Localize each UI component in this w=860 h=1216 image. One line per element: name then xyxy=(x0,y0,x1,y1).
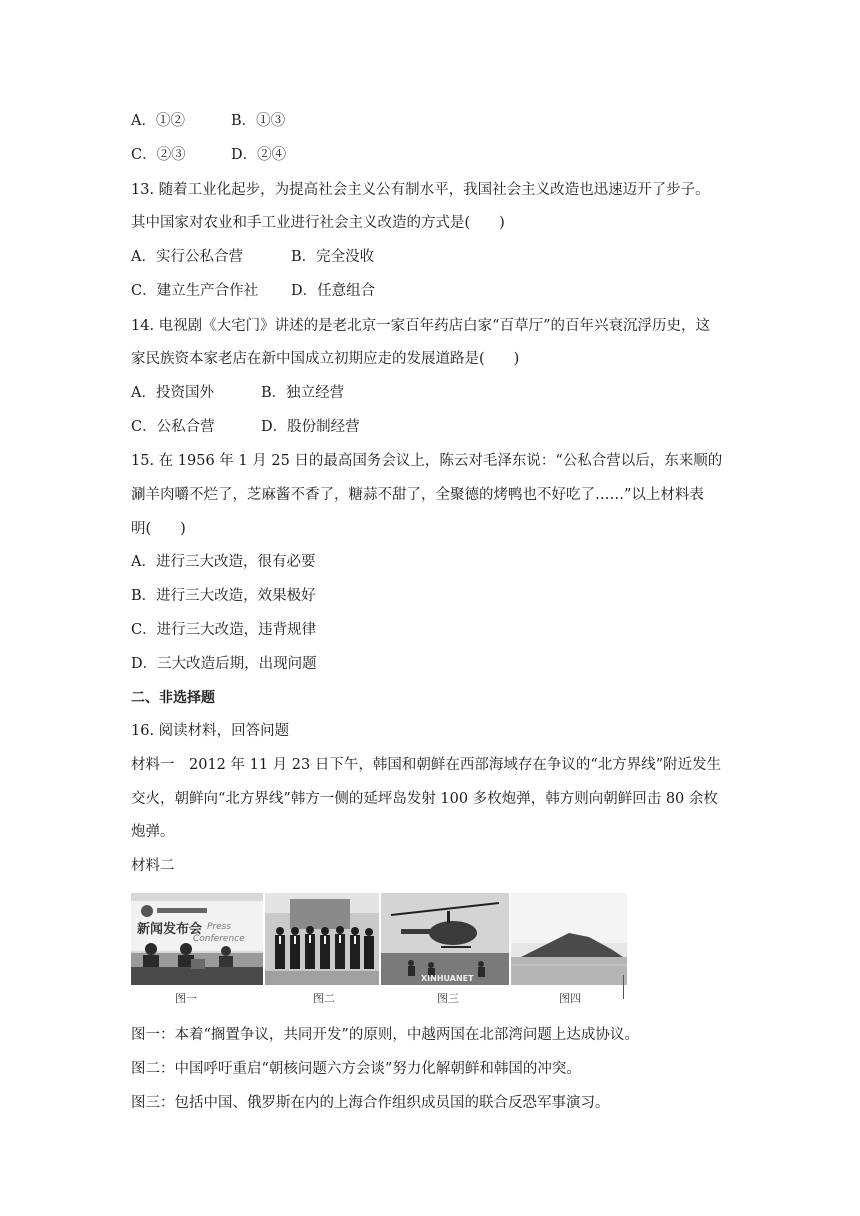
figure-military-exercise xyxy=(381,893,509,985)
q14-option-d: D．股份制经营 xyxy=(261,419,360,435)
q12-option-d: D．②④ xyxy=(231,147,287,163)
watermark-text: XINHUANET xyxy=(421,974,474,983)
material2-figures xyxy=(131,893,627,1005)
figure-caption-3: 图三 xyxy=(437,992,459,1005)
press-banner-cn: 新闻发布会 xyxy=(137,922,203,937)
q14-stem-line-2: 家民族资本家老店在新中国成立初期应走的发展道路是( ) xyxy=(131,351,520,367)
figure-caption-4: 图四 xyxy=(559,992,581,1005)
q13-option-b: B．完全没收 xyxy=(291,249,375,265)
figure-caption-2: 图二 xyxy=(313,992,335,1005)
group-photo-image xyxy=(265,893,379,985)
q14-stem-line-1: 14. 电视剧《大宅门》讲述的是老北京一家百年药店白家“百草厅”的百年兴衰沉浮历史，这 xyxy=(131,318,710,334)
q13-stem-line-1: 13. 随着工业化起步，为提高社会主义公有制水平，我国社会主义改造也迅速迈开了步子。 xyxy=(131,182,710,198)
figure3-explanation: 图三：包括中国、俄罗斯在内的上海合作组织成员国的联合反恐军事演习。 xyxy=(131,1095,610,1111)
q12-option-b: B．①③ xyxy=(231,113,286,129)
press-banner-en-2: Conference xyxy=(193,934,245,944)
q16-material1-line-3: 炮弹。 xyxy=(131,824,175,840)
q16-material1-line-1: 材料一 2012 年 11 月 23 日下午，韩国和朝鲜在西部海域存在争议的“北方界线”附近发生 xyxy=(131,757,722,773)
q16-material1-line-2: 交火，朝鲜向“北方界线”韩方一侧的延坪岛发射 100 多枚炮弹，韩方则向朝鲜回击 80 余枚 xyxy=(131,791,718,807)
q13-option-a: A．实行公私合营 xyxy=(131,249,243,265)
press-conference-image xyxy=(131,893,263,985)
q12-option-row-1 xyxy=(131,111,286,131)
q15-option-b: B．进行三大改造，效果极好 xyxy=(131,588,316,604)
q12-option-row-2 xyxy=(131,145,287,165)
q13-option-c: C．建立生产合作社 xyxy=(131,283,259,299)
q14-option-row-1 xyxy=(131,383,345,403)
q13-stem-line-2: 其中国家对农业和手工业进行社会主义改造的方式是( ) xyxy=(131,215,505,231)
q14-option-a: A．投资国外 xyxy=(131,385,214,401)
press-banner-en-1: Press xyxy=(207,922,232,932)
q14-option-b: B．独立经营 xyxy=(261,385,345,401)
q14-option-c: C．公私合营 xyxy=(131,419,215,435)
figure2-explanation: 图二：中国呼吁重启“朝核问题六方会谈”努力化解朝鲜和韩国的冲突。 xyxy=(131,1061,581,1077)
q15-stem-line-2: 涮羊肉嚼不烂了，芝麻酱不香了，糖蒜不甜了，全聚德的烤鸭也不好吃了……”以上材料表 xyxy=(131,487,704,503)
q15-option-a: A．进行三大改造，很有必要 xyxy=(131,554,316,570)
q13-option-row-1 xyxy=(131,247,375,267)
helicopter-image xyxy=(381,893,509,985)
q15-stem-line-3: 明( ) xyxy=(131,521,186,537)
figure-caption-1: 图一 xyxy=(175,992,197,1005)
q13-option-row-2 xyxy=(131,281,376,301)
figure-press-conference xyxy=(131,893,263,985)
figure-island xyxy=(511,893,627,985)
figure-group-photo xyxy=(265,893,379,985)
section-heading: 二、非选择题 xyxy=(131,690,215,706)
figure1-explanation: 图一：本着“搁置争议，共同开发”的原则，中越两国在北部湾问题上达成协议。 xyxy=(131,1027,639,1043)
q15-stem-line-1: 15. 在 1956 年 1 月 25 日的最高国务会议上，陈云对毛泽东说：“公私合营以后，东来顺的 xyxy=(131,453,723,469)
q14-option-row-2 xyxy=(131,417,360,437)
island-image xyxy=(511,893,627,985)
q15-option-c: C．进行三大改造，违背规律 xyxy=(131,622,317,638)
q15-option-d: D．三大改造后期，出现问题 xyxy=(131,656,317,672)
q12-option-a: A．①② xyxy=(131,113,185,129)
q16-material2-label: 材料二 xyxy=(131,858,175,874)
q13-option-d: D．任意组合 xyxy=(291,283,376,299)
q12-option-c: C．②③ xyxy=(131,147,186,163)
figure-divider xyxy=(623,975,624,999)
q16-stem: 16. 阅读材料，回答问题 xyxy=(131,723,290,739)
